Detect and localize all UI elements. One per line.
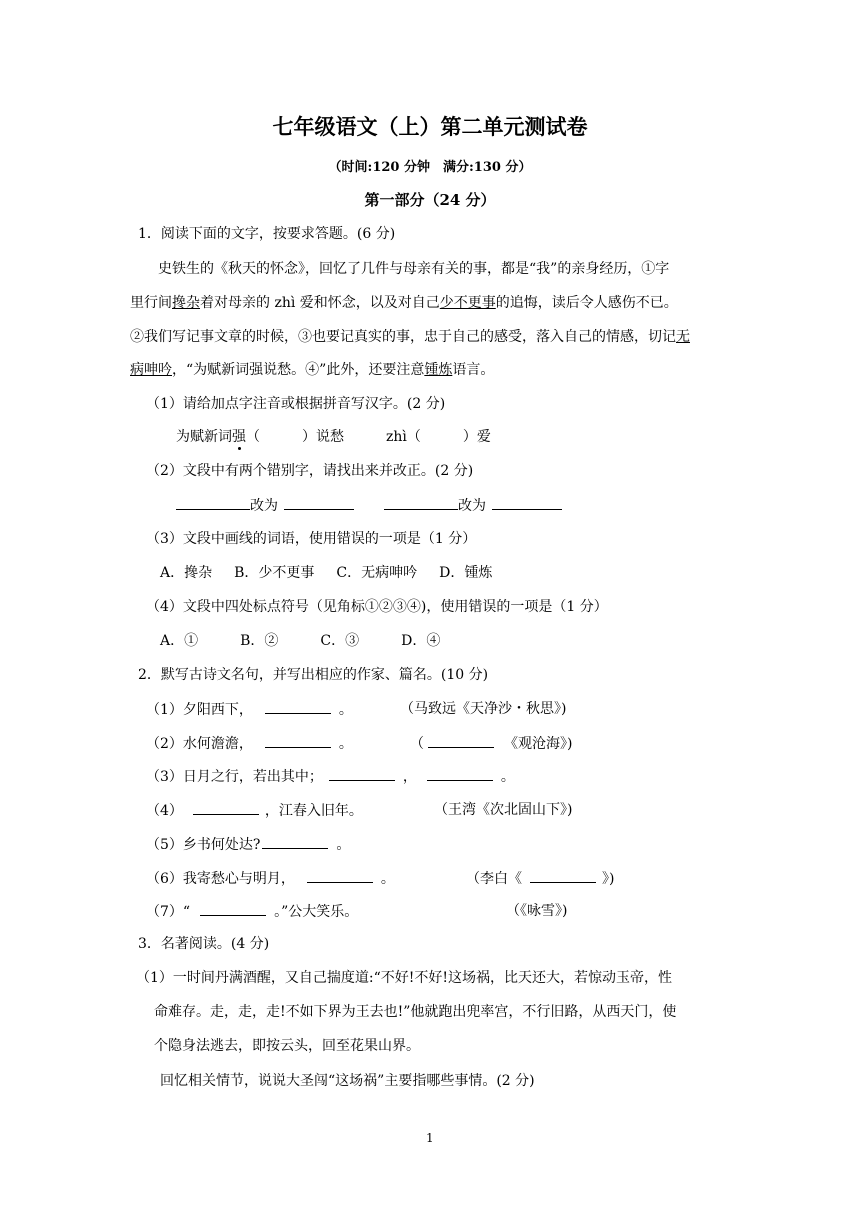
text-span: （ xyxy=(410,736,424,752)
poem-source: （马致远《天净沙・秋思》) xyxy=(400,701,567,717)
text-span: 改为 xyxy=(458,498,486,514)
subquestion-3: （3）文段中画线的词语，使用错误的一项是（1 分） xyxy=(146,531,477,547)
text-span: 里行间 xyxy=(130,295,172,311)
excerpt-line: 命难存。走，走，走!不如下界为王去也!”他就跑出兜率宫，不行旧路，从西天门，使 xyxy=(154,1004,677,1020)
poem-line-2 xyxy=(146,733,353,754)
poem-line-1 xyxy=(146,699,353,720)
option-a[interactable]: A．搀杂 xyxy=(160,565,213,581)
underlined-word: 无 xyxy=(676,329,690,345)
text-span: （4） xyxy=(146,803,183,819)
question-3-prompt: 回忆相关情节，说说大圣闯“这场祸”主要指哪些事情。(2 分) xyxy=(160,1073,535,1089)
subquestion-2: （2）文段中有两个错别字，请找出来并改正。(2 分) xyxy=(146,463,474,479)
option-d[interactable]: D．④ xyxy=(401,633,441,649)
text-span: zhì（ ）爱 xyxy=(386,429,491,445)
poem-line-4 xyxy=(146,800,363,821)
answer-blank[interactable] xyxy=(530,868,596,883)
subquestion-4: （4）文段中四处标点符号（见角标①②③④)，使用错误的一项是（1 分） xyxy=(146,599,608,615)
underlined-word: 少不更事 xyxy=(439,295,496,311)
subquestion-2-blanks xyxy=(176,495,562,516)
option-a[interactable]: A．① xyxy=(160,633,199,649)
question-3-stem: 3．名著阅读。(4 分) xyxy=(138,936,270,952)
question-1-stem: 1．阅读下面的文字，按要求答题。(6 分) xyxy=(138,226,396,242)
option-d[interactable]: D．锺炼 xyxy=(439,565,493,581)
question-2-stem: 2．默写古诗文名句，并写出相应的作家、篇名。(10 分) xyxy=(138,667,489,683)
answer-blank[interactable] xyxy=(427,766,493,781)
text-span: （5）乡书何处达? xyxy=(146,837,261,853)
exam-info: （时间:120 分钟 满分:130 分） xyxy=(328,160,532,175)
answer-blank[interactable] xyxy=(492,495,562,510)
answer-blank[interactable] xyxy=(200,901,266,916)
poem-source xyxy=(466,868,614,889)
passage-line xyxy=(130,293,678,313)
passage-line xyxy=(130,360,494,380)
text-span: ②我们写记事文章的时候，③也要记真实的事，忠于自己的感受，落入自己的情感，切记 xyxy=(130,329,676,345)
subquestion-1-items xyxy=(176,427,491,447)
poem-line-5 xyxy=(146,834,350,855)
text-span: 语言。 xyxy=(452,362,495,378)
text-span: 。 xyxy=(336,837,351,853)
passage-line: 史铁生的《秋天的怀念》，回忆了几件与母亲有关的事，都是“我”的亲身经历，①字 xyxy=(158,261,670,277)
text-span: ， xyxy=(402,769,417,785)
excerpt-line: 个隐身法逃去，即按云头，回至花果山界。 xyxy=(154,1038,420,1054)
poem-source: （王湾《次北固山下》) xyxy=(434,802,573,818)
dotted-character: 强 xyxy=(232,429,246,445)
document-title: 七年级语文（上）第二单元测试卷 xyxy=(272,114,588,139)
poem-line-6 xyxy=(146,868,395,889)
text-span: 的追悔，读后令人感伤不已。 xyxy=(495,295,678,311)
text-span: 。 xyxy=(338,702,353,718)
answer-blank[interactable] xyxy=(307,868,373,883)
excerpt-line: （1）一时间丹满酒醒，又自己揣度道:“不好!不好!这场祸，比天还大，若惊动玉帝，性 xyxy=(136,970,673,986)
answer-blank[interactable] xyxy=(265,699,331,714)
text-span: 。 xyxy=(500,769,515,785)
passage-line xyxy=(130,327,690,347)
subquestion-4-options xyxy=(160,631,440,651)
answer-blank[interactable] xyxy=(384,495,458,510)
text-span: 《观沧海》) xyxy=(504,736,573,752)
text-span: 》) xyxy=(602,871,615,887)
option-b[interactable]: B．少不更事 xyxy=(234,565,315,581)
text-span: 。 xyxy=(338,736,353,752)
underlined-word: 病呻吟 xyxy=(130,362,172,378)
option-c[interactable]: C．无病呻吟 xyxy=(336,565,418,581)
text-span: ，江春入旧年。 xyxy=(264,803,363,819)
poem-source: （《咏雪》) xyxy=(506,903,568,919)
poem-source xyxy=(410,733,572,754)
text-span: （6）我寄愁心与明月， xyxy=(146,871,295,887)
text-span: 着对母亲的 zhì 爱和怀念，以及对自己 xyxy=(200,295,440,311)
answer-blank[interactable] xyxy=(329,766,395,781)
text-span: （李白《 xyxy=(466,871,522,887)
option-c[interactable]: C．③ xyxy=(320,633,360,649)
subquestion-1: （1）请给加点字注音或根据拼音写汉字。(2 分) xyxy=(146,396,446,412)
answer-blank[interactable] xyxy=(176,495,250,510)
text-span: （ ）说愁 xyxy=(246,429,344,445)
subquestion-3-options xyxy=(160,563,492,583)
text-span: （7）“ xyxy=(146,904,191,920)
text-span: 为赋新词 xyxy=(176,429,232,445)
answer-blank[interactable] xyxy=(284,495,354,510)
text-span: 改为 xyxy=(250,498,278,514)
underlined-word: 锺炼 xyxy=(424,362,453,378)
poem-line-3 xyxy=(146,766,515,787)
text-span: ，“为赋新词强说愁。④”此外，还要注意 xyxy=(172,362,425,378)
text-span: 。”公大笑乐。 xyxy=(274,904,359,920)
underlined-word: 搀杂 xyxy=(172,295,200,311)
text-span: （3）日月之行，若出其中； xyxy=(146,769,323,785)
text-span: （2）水何澹澹， xyxy=(146,736,253,752)
answer-blank[interactable] xyxy=(265,733,331,748)
answer-blank[interactable] xyxy=(193,800,259,815)
option-b[interactable]: B．② xyxy=(240,633,279,649)
text-span: （1）夕阳西下， xyxy=(146,702,253,718)
part-heading: 第一部分（24 分） xyxy=(364,191,496,209)
text-span: 。 xyxy=(380,871,395,887)
answer-blank[interactable] xyxy=(262,834,328,849)
page-number: 1 xyxy=(426,1131,434,1145)
poem-line-7 xyxy=(146,901,358,922)
answer-blank[interactable] xyxy=(428,733,494,748)
